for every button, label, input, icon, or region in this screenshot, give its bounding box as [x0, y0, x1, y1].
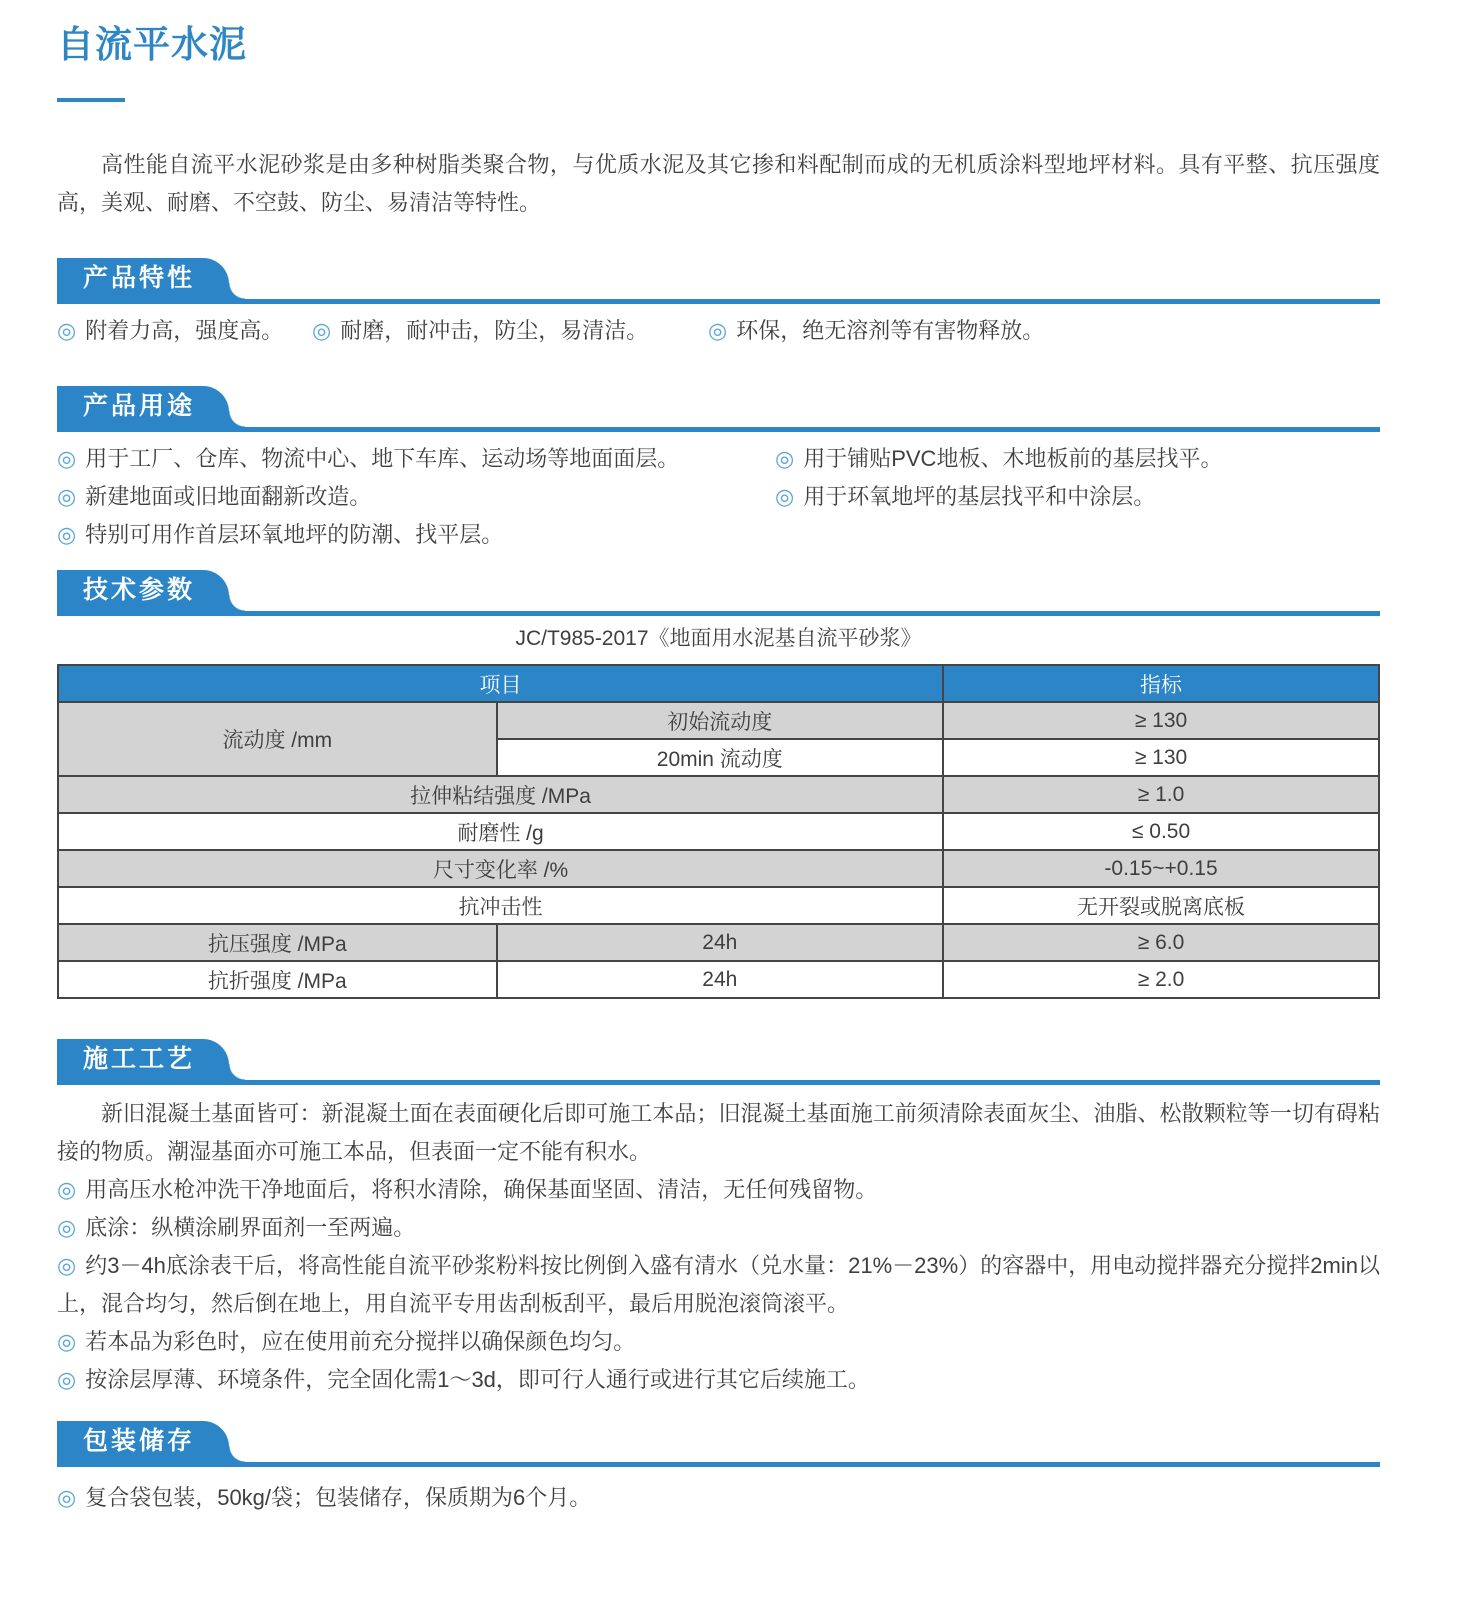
row-label: 抗压强度 /MPa: [58, 924, 497, 961]
list-item: [57, 1361, 1380, 1399]
row-value: ≥ 130: [943, 702, 1379, 739]
step-text: 约3－4h底涂表干后，将高性能自流平砂浆粉料按比例倒入盛有清水（兑水量：21%－23%）的容器中，用电动搅拌器充分搅拌2min以上，混合均匀，然后倒在地上，用自流平专用齿刮板刮平，最后用脱泡滚筒滚平。: [57, 1253, 1380, 1316]
row-value: ≥ 1.0: [943, 776, 1379, 813]
column-header-index: 指标: [943, 665, 1379, 702]
row-label: 拉伸粘结强度 /MPa: [58, 776, 943, 813]
section-packaging: [57, 1421, 1380, 1517]
section-process: [57, 1039, 1380, 1399]
list-item: [57, 1171, 1380, 1209]
row-sub-label: 24h: [497, 924, 943, 961]
row-value: 无开裂或脱离底板: [943, 887, 1379, 924]
intro-paragraph: 高性能自流平水泥砂浆是由多种树脂类聚合物，与优质水泥及其它掺和料配制而成的无机质涂料型地坪材料。具有平整、抗压强度高，美观、耐磨、不空鼓、防尘、易清洁等特性。: [57, 152, 1380, 215]
ring-bullet-icon: ◎: [312, 318, 332, 343]
step-text: 按涂层厚薄、环境条件，完全固化需1～3d，即可行人通行或进行其它后续施工。: [85, 1367, 870, 1392]
row-label: 抗折强度 /MPa: [58, 961, 497, 998]
feature-text: 耐磨，耐冲击，防尘，易清洁。: [340, 318, 649, 343]
specs-table: [57, 664, 1380, 999]
ring-bullet-icon: ◎: [57, 446, 77, 471]
row-label: 抗冲击性: [58, 887, 943, 924]
features-list: [57, 316, 1380, 346]
table-row: [58, 776, 1379, 813]
step-text: 底涂：纵横涂刷界面剂一至两遍。: [85, 1215, 416, 1240]
row-sub-label: 24h: [497, 961, 943, 998]
list-item: [57, 1209, 1380, 1247]
column-header-item: 项目: [58, 665, 943, 702]
ring-bullet-icon: ◎: [57, 1329, 77, 1354]
table-row: [58, 702, 1379, 739]
section-header: [57, 258, 1380, 304]
row-value: ≥ 2.0: [943, 961, 1379, 998]
ring-bullet-icon: ◎: [57, 1367, 77, 1392]
uses-column-right: [775, 440, 1380, 554]
ring-bullet-icon: ◎: [57, 522, 77, 547]
feature-text: 环保，绝无溶剂等有害物释放。: [736, 318, 1045, 343]
row-value: ≤ 0.50: [943, 813, 1379, 850]
step-text: 若本品为彩色时，应在使用前充分搅拌以确保颜色均匀。: [85, 1329, 636, 1354]
process-intro: 新旧混凝土基面皆可：新混凝土面在表面硬化后即可施工本品；旧混凝土基面施工前须清除表面灰尘、油脂、松散颗粒等一切有碍粘接的物质。潮湿基面亦可施工本品，但表面一定不能有积水。: [57, 1101, 1380, 1164]
ring-bullet-icon: ◎: [775, 446, 795, 471]
ring-bullet-icon: ◎: [57, 1215, 77, 1240]
table-row: [58, 813, 1379, 850]
page-title: 自流平水泥: [57, 24, 247, 65]
ring-bullet-icon: ◎: [775, 484, 795, 509]
ring-bullet-icon: ◎: [708, 318, 728, 343]
list-item: [57, 440, 775, 478]
section-header: [57, 386, 1380, 432]
table-row: [58, 961, 1379, 998]
table-row: [58, 924, 1379, 961]
ring-bullet-icon: ◎: [57, 1485, 77, 1510]
section-tab-process: 施工工艺: [57, 1039, 229, 1080]
list-item: [57, 1247, 1380, 1323]
packaging-list: [57, 1479, 1380, 1517]
list-item: [775, 478, 1380, 516]
use-text: 新建地面或旧地面翻新改造。: [85, 484, 372, 509]
row-sub-label: 20min 流动度: [497, 739, 943, 776]
list-item: [57, 316, 312, 346]
section-tab-packaging: 包装储存: [57, 1421, 229, 1462]
section-tab-specs: 技术参数: [57, 570, 229, 611]
list-item: [57, 478, 775, 516]
table-caption: JC/T985-2017《地面用水泥基自流平砂浆》: [515, 627, 922, 650]
list-item: [708, 316, 1044, 346]
section-tab-features: 产品特性: [57, 258, 229, 299]
uses-list: [57, 440, 1380, 554]
list-item: [775, 440, 1380, 478]
use-text: 用于铺贴PVC地板、木地板前的基层找平。: [803, 446, 1223, 471]
table-row: [58, 850, 1379, 887]
row-label: 耐磨性 /g: [58, 813, 943, 850]
ring-bullet-icon: ◎: [57, 484, 77, 509]
row-label: 尺寸变化率 /%: [58, 850, 943, 887]
ring-bullet-icon: ◎: [57, 1253, 77, 1278]
packaging-text: 复合袋包装，50kg/袋；包装储存，保质期为6个月。: [85, 1485, 592, 1510]
step-text: 用高压水枪冲洗干净地面后，将积水清除，确保基面坚固、清洁，无任何残留物。: [85, 1177, 878, 1202]
list-item: [57, 1323, 1380, 1361]
ring-bullet-icon: ◎: [57, 318, 77, 343]
use-text: 特别可用作首层环氧地坪的防潮、找平层。: [85, 522, 504, 547]
section-header: [57, 1421, 1380, 1467]
title-underline: [57, 98, 125, 102]
list-item: [57, 516, 775, 554]
section-header: [57, 570, 1380, 616]
feature-text: 附着力高，强度高。: [85, 318, 284, 343]
uses-column-left: [57, 440, 775, 554]
table-header-row: [58, 665, 1379, 702]
section-specs: [57, 570, 1380, 999]
use-text: 用于工厂、仓库、物流中心、地下车库、运动场等地面面层。: [85, 446, 680, 471]
ring-bullet-icon: ◎: [57, 1177, 77, 1202]
table-row: [58, 887, 1379, 924]
row-value: -0.15~+0.15: [943, 850, 1379, 887]
row-value: ≥ 130: [943, 739, 1379, 776]
list-item: [57, 1479, 1380, 1517]
process-steps: [57, 1171, 1380, 1399]
section-header: [57, 1039, 1380, 1085]
row-group-label: 流动度 /mm: [58, 702, 497, 776]
section-uses: [57, 386, 1380, 554]
list-item: [312, 316, 708, 346]
use-text: 用于环氧地坪的基层找平和中涂层。: [803, 484, 1156, 509]
section-tab-uses: 产品用途: [57, 386, 229, 427]
section-features: [57, 258, 1380, 346]
row-sub-label: 初始流动度: [497, 702, 943, 739]
row-value: ≥ 6.0: [943, 924, 1379, 961]
